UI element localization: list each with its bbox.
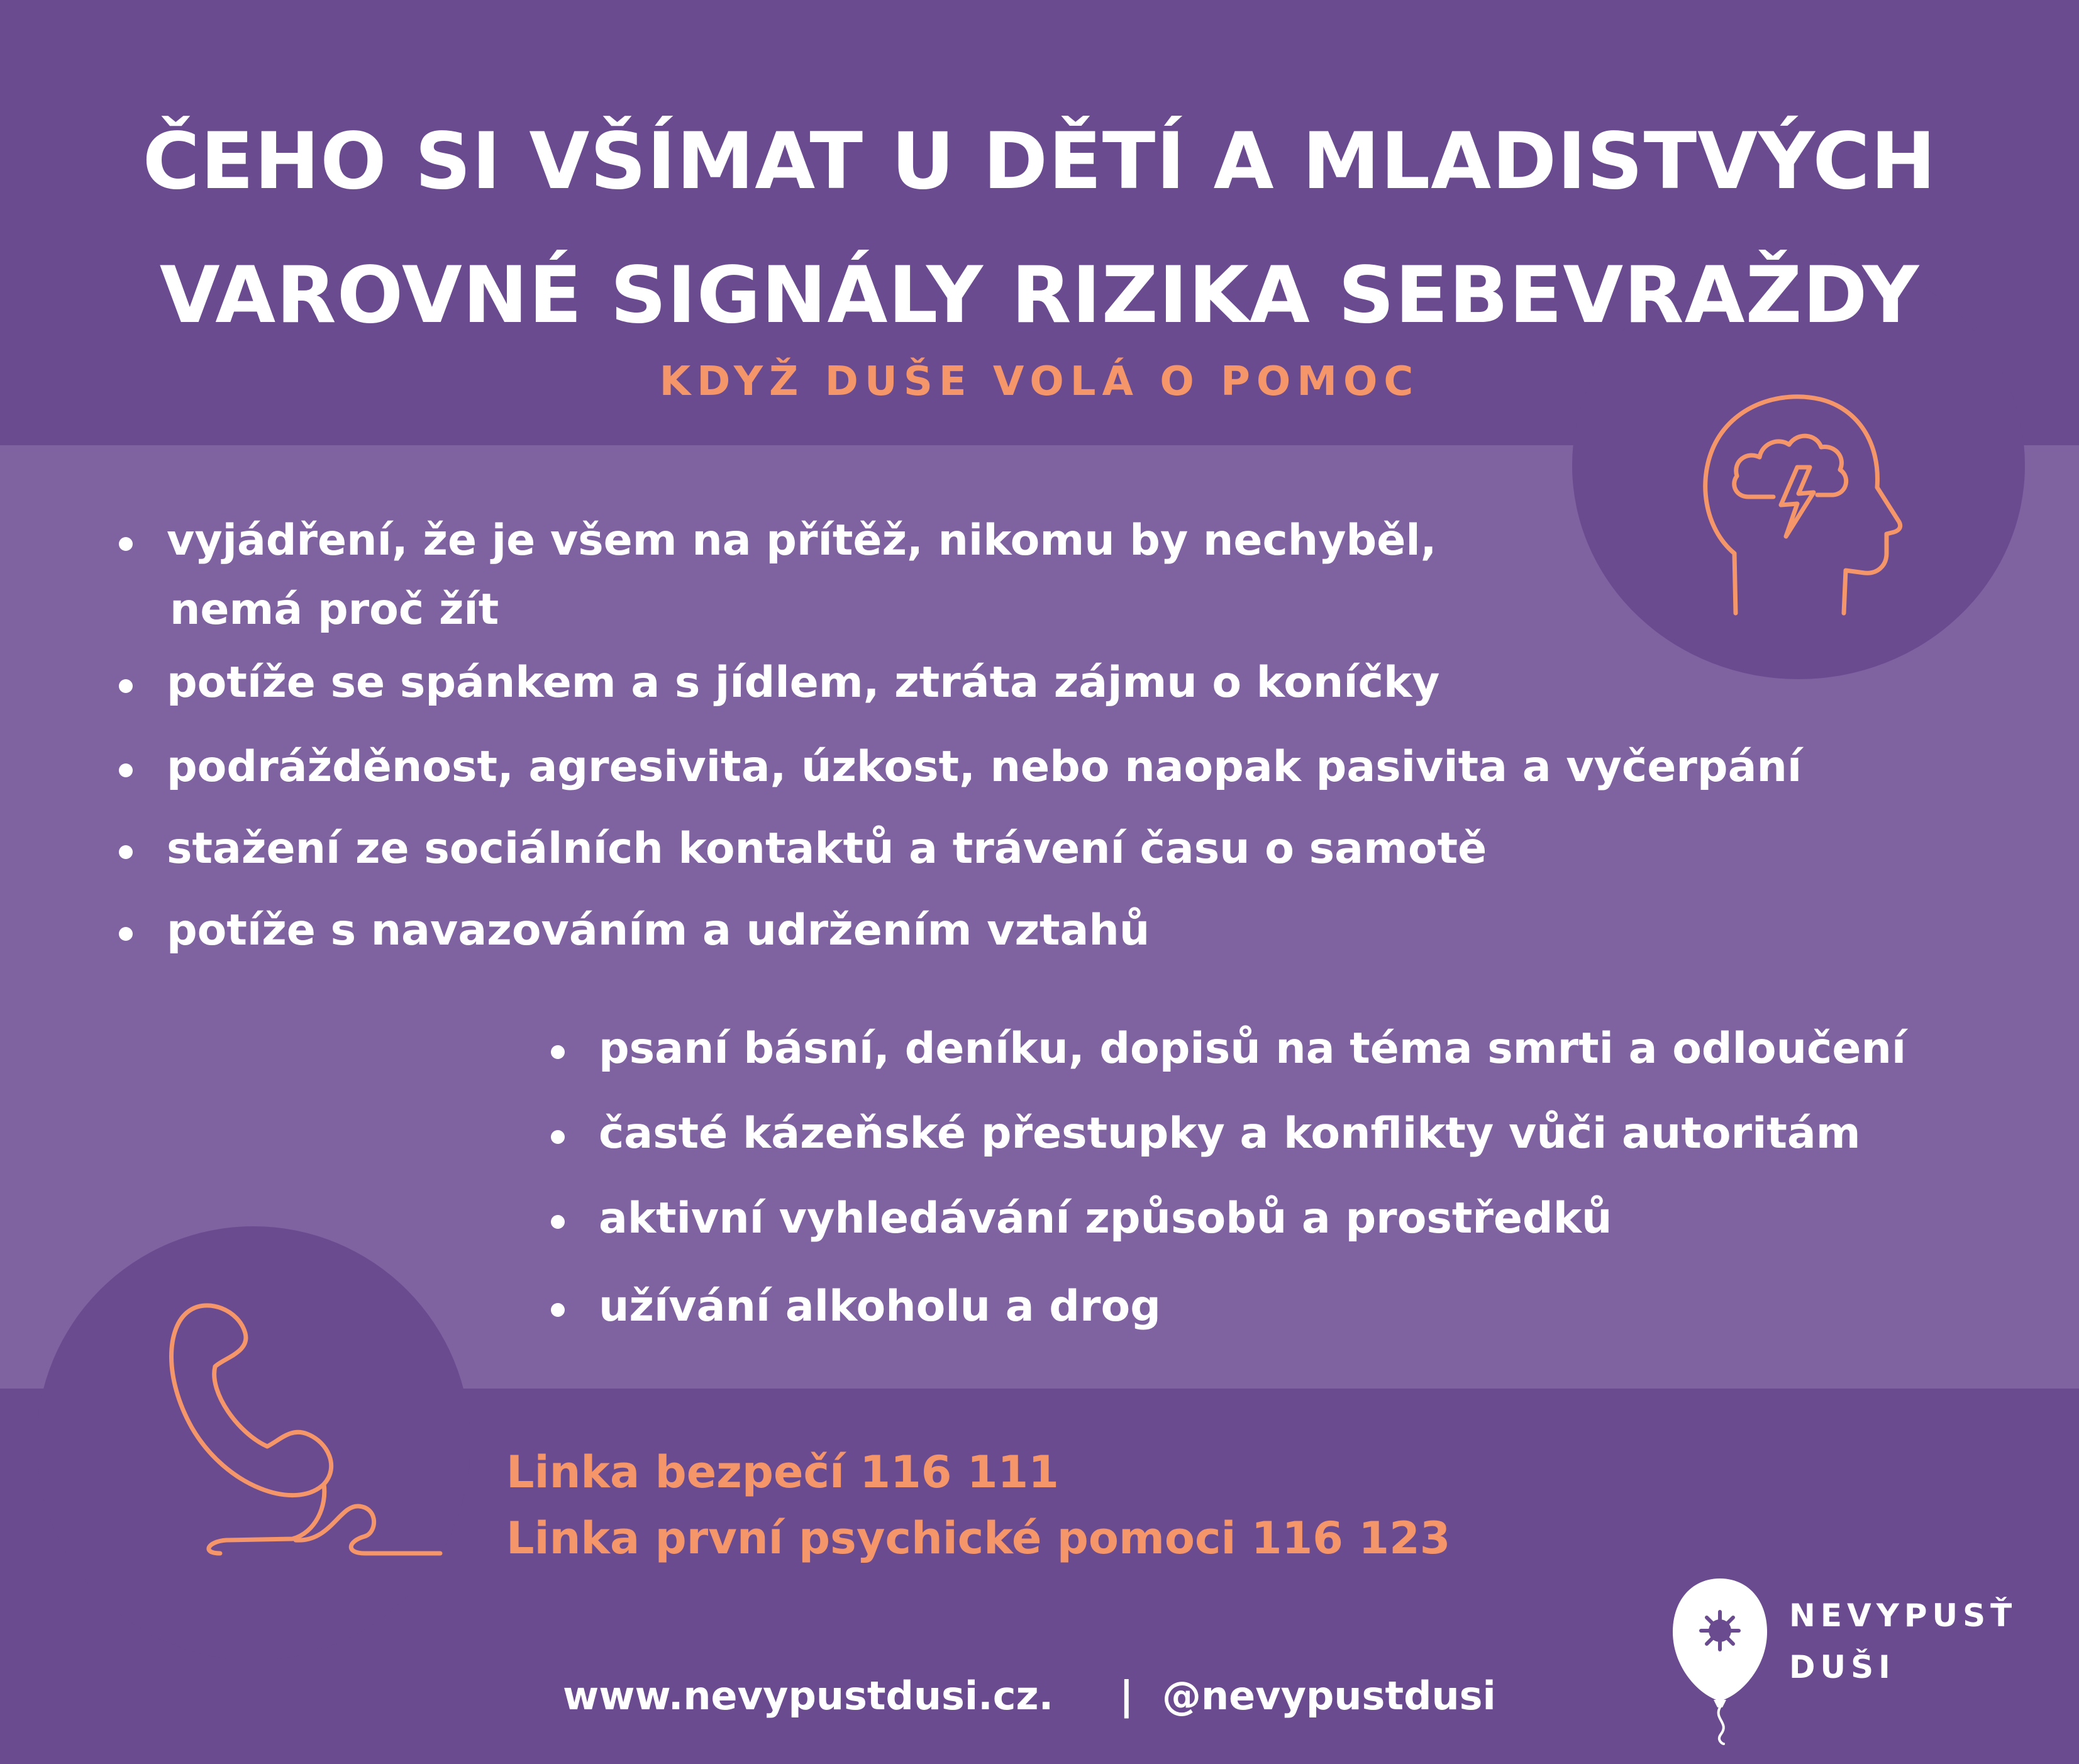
signal-item: psaní básní, deníku, dopisů na téma smrti a odloučení: [599, 1019, 1906, 1079]
phone-handset-icon: [151, 1299, 446, 1563]
website-link[interactable]: www.nevypustdusi.cz.: [563, 1673, 1054, 1719]
brand-name-line-1: NEVYPUSŤ: [1789, 1597, 2017, 1634]
signal-item: užívání alkoholu a drog: [599, 1277, 1161, 1336]
signal-item: vyjádření, že je všem na přítěž, nikomu by nechyběl,: [167, 511, 1436, 570]
head-with-storm-cloud-icon: [1692, 387, 1905, 626]
signal-item: potíže s navazováním a udržením vztahů: [167, 901, 1150, 960]
footer-separator: |: [1119, 1673, 1134, 1719]
signal-item-continuation: nemá proč žít: [170, 585, 499, 635]
balloon-logo-icon: [1670, 1575, 1770, 1745]
signal-item: časté kázeňské přestupky a konflikty vůči autoritám: [599, 1104, 1861, 1163]
signal-item: potíže se spánkem a s jídlem, ztráta zájmu o koníčky: [167, 653, 1440, 713]
social-handle[interactable]: @nevypustdusi: [1162, 1673, 1496, 1719]
brand-name-line-2: DUŠI: [1789, 1649, 1895, 1685]
signal-item: aktivní vyhledávání způsobů a prostředků: [599, 1189, 1612, 1248]
helpline-1: Linka bezpečí 116 111: [506, 1446, 1059, 1498]
signal-item: podrážděnost, agresivita, úzkost, nebo naopak pasivita a vyčerpání: [167, 737, 1802, 797]
signal-item: stažení ze sociálních kontaktů a trávení času o samotě: [167, 819, 1487, 879]
helpline-2: Linka první psychické pomoci 116 123: [506, 1512, 1451, 1564]
title-line-1: ČEHO SI VŠÍMAT U DĚTÍ A MLADISTVÝCH: [142, 116, 1937, 207]
subtitle: KDYŽ DUŠE VOLÁ O POMOC: [659, 358, 1420, 405]
title-line-2: VAROVNÉ SIGNÁLY RIZIKA SEBEVRAŽDY: [159, 250, 1920, 341]
